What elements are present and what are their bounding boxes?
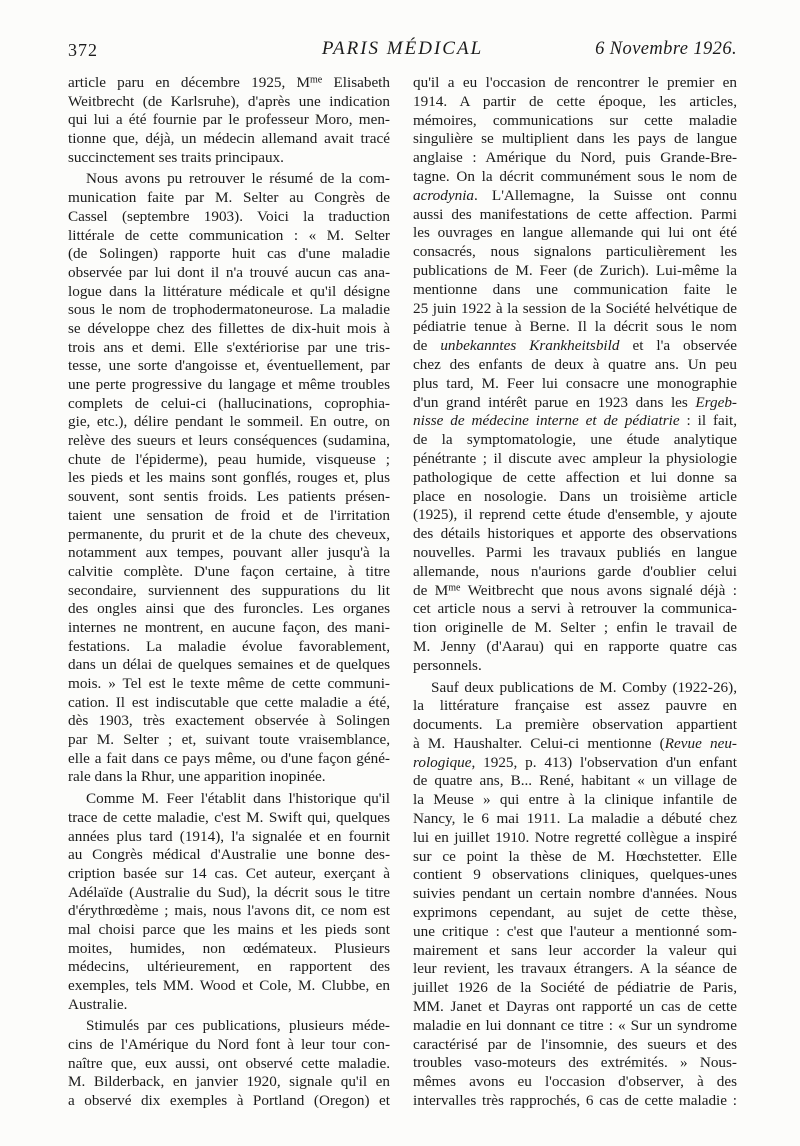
text-line — [413, 394, 737, 413]
text-run: d'un grand intérêt parue en 1923 dans les — [413, 393, 696, 411]
running-header — [68, 38, 737, 64]
text-line: elle a fait dans ce pays même, ou d'une façon géné- — [68, 749, 390, 767]
text-run: , 1925, p. 413) l'observation d'un enfant — [471, 753, 737, 771]
text-line: tesse, une sorte d'angoisse et, éventuellement, par — [68, 357, 390, 375]
superscript-text: me — [310, 74, 323, 86]
text-line: cet article nous a servi à retrouver la communica- — [413, 600, 737, 618]
italic-text: unbekanntes Krankheitsbild — [440, 337, 620, 355]
text-line: mois. » Tel est le texte même de cette communi- — [68, 675, 390, 692]
text-line: Sauf deux publications de M. Comby (1922-26), — [431, 678, 737, 696]
text-line: pénétrante ; il discute avec ampleur la physiologie — [413, 449, 737, 467]
text-line: juillet 1926 de la Société de pédiatrie de Paris, — [413, 979, 737, 997]
text-line: Nancy, le 6 mai 1911. La maladie a débuté chez — [413, 810, 737, 828]
text-line: aussi des manifestations de cette affection. Parmi — [413, 205, 737, 223]
text-line: qui lui a été fournie par le professeur Moro, men- — [68, 111, 390, 129]
text-line: naître que, eux aussi, ont observé cette maladie. — [68, 1054, 390, 1072]
text-line: intervalles très rapprochés, 6 cas de cette maladie : — [413, 1092, 737, 1110]
text-line: 1914. A partir de cette époque, les articles, — [413, 92, 737, 110]
text-line: littérale de cette communication : « M. Selter — [68, 226, 390, 244]
paragraph — [68, 74, 390, 167]
text-run: . L'Allemagne, la Suisse ont connu — [474, 186, 737, 204]
text-line: chez des enfants de deux à quatre ans. Un peu — [413, 355, 737, 373]
text-line: calvitie complète. D'une façon certaine, à titre — [68, 562, 390, 580]
text-line: mêmes avons eu l'occasion d'observer, à des — [413, 1073, 737, 1091]
text-line: nouvelles. Parmi les travaux publiés en langue — [413, 543, 737, 561]
paragraph — [68, 170, 390, 787]
text-line: suivies pendant un certain nombre d'années. Nous — [413, 885, 737, 903]
text-line: singulière se multiplient dans les pays de langue — [413, 130, 737, 148]
text-line: sur ce point la thèse de M. Hœchstetter. Elle — [413, 847, 737, 865]
paragraph — [413, 679, 737, 1111]
text-line: Nous avons pu retrouver le résumé de la com- — [86, 170, 390, 188]
text-run: : il fait, — [679, 412, 737, 430]
paragraph — [68, 790, 390, 1014]
text-line: exprimons cependant, au sujet de cette thèse, — [413, 904, 737, 922]
text-line: festations. La maladie évolue favorablement, — [68, 637, 390, 655]
text-line: par M. Selter ; et, suivant toute vraisemblance, — [68, 731, 390, 749]
left-text-column — [68, 74, 390, 1111]
superscript-text: me — [448, 582, 461, 594]
text-line: se développe chez des fillettes de dix-huit mois à — [68, 319, 390, 337]
text-line: dès 1903, très exactement observée à Solingen — [68, 712, 390, 730]
text-line: 25 juin 1922 à la session de la Société helvétique de — [413, 299, 737, 317]
text-line: internes ne montrent, en aucune façon, des mani- — [68, 618, 390, 636]
text-line: M. Bilderback, en janvier 1920, signale qu'il en — [68, 1073, 390, 1091]
text-line: caractérisé par de l'insomnie, des sueurs et des — [413, 1035, 737, 1053]
text-run: à M. Haushalter. Celui-ci mentionne ( — [413, 734, 665, 752]
text-run: et l'a observée — [619, 337, 738, 355]
text-line — [413, 412, 737, 431]
text-line: tagne. On la décrit communément sous le nom de — [413, 167, 737, 185]
text-line: (1925), il reprend cette étude d'ensemble, y ajoute — [413, 506, 737, 524]
text-line: permanente, du prurit et de la chute des cheveux, — [68, 525, 390, 543]
text-line: cription basée sur 14 cas. Cet auteur, exerçant à — [68, 864, 390, 882]
text-line: exemples, tels MM. Wood et Cole, M. Clubbe, en — [68, 977, 390, 994]
text-line: troubles vaso-moteurs des extrémités. » Nous- — [413, 1054, 737, 1072]
text-line: succinctement ses traits principaux. — [68, 148, 284, 166]
text-line: dans un délai de quelques semaines et de quelques — [68, 656, 390, 674]
text-run: article paru en décembre 1925, M — [68, 74, 311, 91]
text-line: tion originelle de M. Selter ; enfin le travail de — [413, 619, 737, 637]
text-line: mentionne dans une communication faite le — [413, 280, 737, 298]
text-line: mairement et sans leur accorder la valeur qui — [413, 941, 737, 959]
text-line: la littérature française est assez pauvre en — [413, 697, 737, 715]
text-line: sous le nom de trophodermatoneurose. La maladie — [68, 301, 390, 319]
page-number: 372 — [68, 40, 98, 60]
text-line: Adélaïde (Australie du Sud), la décrit sous le titre — [68, 883, 390, 901]
text-line: allemande, nous n'aurions garde d'oublier celui — [413, 562, 737, 580]
text-line: plus tard, M. Feer lui consacre une monographie — [413, 374, 737, 392]
text-line: une critique : c'est que l'auteur a mentionné som- — [413, 922, 737, 940]
text-line — [413, 187, 737, 206]
text-line: médecins, ultérieurement, en rapportent des — [68, 958, 390, 976]
text-line: Comme M. Feer l'établit dans l'historique qu'il — [86, 790, 390, 808]
text-line: les pieds et les mains sont gonflés, rouges et, plus — [68, 469, 390, 487]
text-line: pathologique de cette affection et lui donne sa — [413, 468, 737, 486]
text-line — [413, 337, 737, 356]
text-line: mémoires, communications sur cette maladie — [413, 111, 737, 129]
text-line: gie, etc.), délire pendant le sommeil. En outre, on — [68, 413, 390, 431]
text-line: souvent, sont sentis froids. Les patients présen- — [68, 488, 390, 506]
text-line: lui en juillet 1910. Notre regretté collègue a inspiré — [413, 828, 737, 846]
paragraph — [68, 1017, 390, 1110]
text-line: secondaire, surviennent des suppurations du lit — [68, 581, 390, 599]
text-line: publications de M. Feer (de Zurich). Lui-même la — [413, 261, 737, 279]
text-line: pédiatrie tenue à Berne. Il la décrit sous le nom — [413, 318, 737, 336]
text-line: consacrés, nous signalons particulièrement les — [413, 243, 737, 261]
text-line: place en nosologie. Dans un troisième article — [413, 487, 737, 505]
text-line: mal choisi parce que les mains et les pieds sont — [68, 920, 390, 938]
text-line: anglaise : Amérique du Nord, puis Grande-Bre- — [413, 149, 737, 167]
text-line: (de Solingen) rapporte huit cas d'une maladie — [68, 245, 390, 263]
text-line: au Congrès médical d'Australie une bonne des- — [68, 846, 390, 864]
text-line: trois ans et demi. Elle s'extériorise par une tris- — [68, 338, 390, 356]
text-line: de quatre ans, B... René, habitant « un village de — [413, 772, 737, 790]
text-line: une perte progressive du langage et même troubles — [68, 376, 390, 393]
text-line: leur revient, les travaux étrangers. A la séance de — [413, 960, 737, 978]
text-line: M. Jenny (d'Aarau) qui en rapporte quatre cas — [413, 637, 737, 655]
text-line: maladie en lui donnant ce titre : « Sur un syndrome — [413, 1016, 737, 1034]
text-run: de M — [413, 581, 449, 599]
italic-text: nisse de médecine interne et de pédiatrie — [413, 412, 680, 430]
text-line: cins de l'Amérique du Nord font à leur tour con- — [68, 1036, 390, 1054]
text-line: chute de l'épiderme), peau humide, visqueuse ; — [68, 450, 390, 468]
italic-text: Revue neu- — [664, 734, 737, 752]
text-line: années plus tard (1914), l'a signalée et en fournit — [68, 827, 390, 845]
text-line: contient 9 observations cliniques, quelques-unes — [413, 866, 737, 884]
text-line: logue dans la littérature médicale et qu'il désigne — [68, 282, 390, 300]
text-line: des détails historiques et apporte des observations — [413, 525, 737, 543]
text-run: de — [413, 337, 441, 355]
text-line: taient une sensation de froid et de l'irritation — [68, 506, 390, 524]
text-line: d'érythrœdème ; mais, nous l'avons dit, ce nom est — [68, 902, 390, 920]
text-line: des ongles ainsi que des furoncles. Les organes — [68, 600, 390, 618]
text-line: tionne que, déjà, un médecin allemand avait tracé — [68, 130, 390, 148]
right-text-column — [413, 74, 737, 1111]
italic-text: Ergeb- — [695, 393, 737, 411]
text-line: observée par lui dont il n'a trouvé aucun cas ana- — [68, 263, 390, 281]
text-line — [413, 735, 737, 754]
text-line: a observé dix exemples à Portland (Oregon) et — [68, 1092, 390, 1110]
italic-text: rologique — [413, 753, 472, 771]
text-line: munication faite par M. Selter au Congrès de — [68, 189, 390, 207]
text-line — [413, 582, 737, 601]
text-line: trace de cette maladie, c'est M. Swift qui, quelques — [68, 808, 390, 826]
text-line: documents. La première observation appartient — [413, 716, 737, 734]
text-line: Cassel (septembre 1903). Voici la traduction — [68, 207, 390, 225]
paragraph — [413, 74, 737, 676]
text-line: complets de celui-ci (hallucinations, coprophia- — [68, 394, 390, 412]
text-line: rale dans la Rhur, une apparition inopinée. — [68, 768, 326, 786]
issue-date: 6 Novembre 1926. — [595, 39, 737, 59]
text-line: personnels. — [413, 656, 482, 674]
text-line: cation. Il est indiscutable que cette maladie a été, — [68, 693, 390, 711]
text-line — [68, 74, 390, 93]
text-line: relève des sueurs et leurs conséquences (sudamina, — [68, 432, 390, 450]
text-line: MM. Janet et Dayras ont rapporté un cas de cette — [413, 998, 737, 1016]
text-line: moites, humides, non œdémateux. Plusieurs — [68, 939, 390, 957]
text-line — [413, 754, 737, 773]
text-line: les ouvrages en langue allemande qui lui ont été — [413, 224, 737, 242]
text-line: qu'il a eu l'occasion de rencontrer le premier en — [413, 74, 737, 91]
text-line: de la symptomatologie, une étude analytique — [413, 431, 737, 449]
text-line: Stimulés par ces publications, plusieurs méde- — [86, 1017, 390, 1035]
italic-text: acrodynia — [413, 186, 475, 204]
text-line: la Meuse » qui entre à la clinique infantile de — [413, 791, 737, 809]
text-run: Weitbrecht que nous avons signalé déjà : — [460, 581, 737, 599]
journal-title: PARIS MÉDICAL — [321, 38, 484, 59]
text-line: Australie. — [68, 995, 128, 1013]
text-line: notamment aux tempes, pouvant aller jusqu'à la — [68, 544, 390, 562]
text-run: Elisabeth — [322, 74, 390, 91]
text-line: Weitbrecht (de Karlsruhe), d'après une indication — [68, 92, 390, 110]
